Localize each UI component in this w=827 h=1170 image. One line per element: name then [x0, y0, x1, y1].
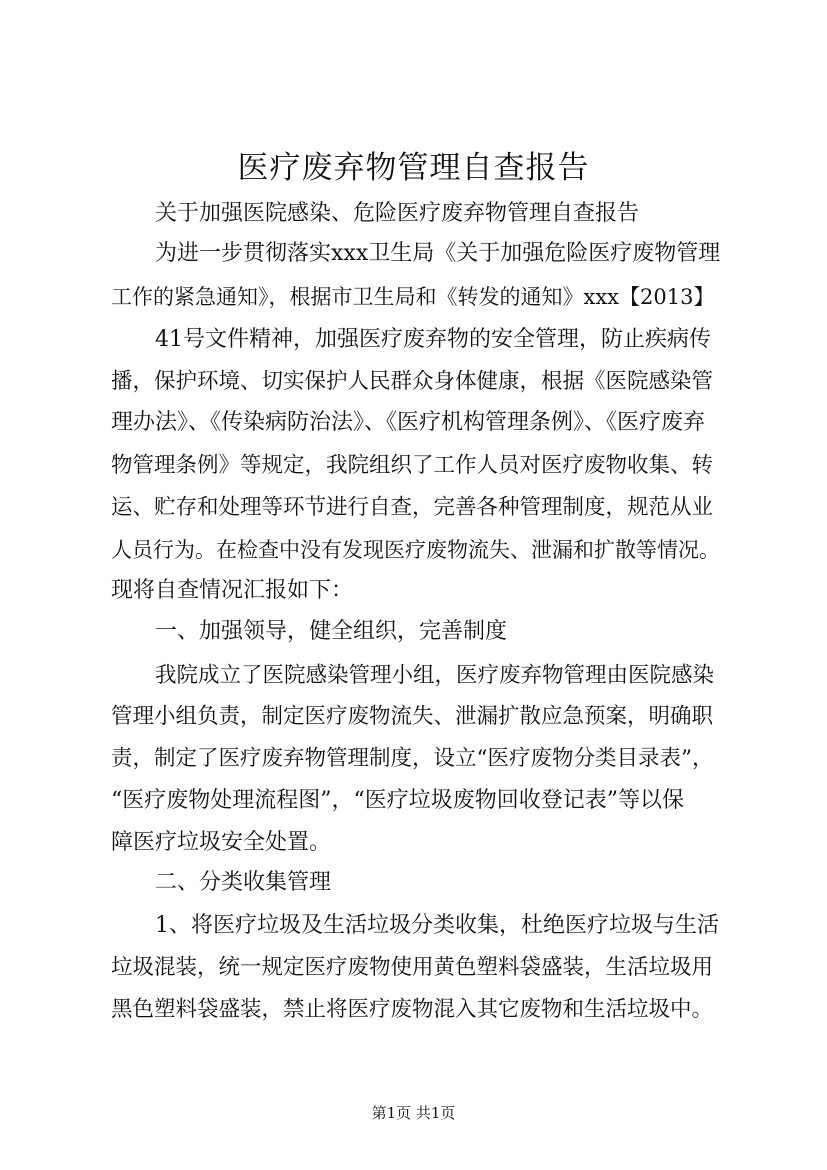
body-line: 责，制定了医疗废弃物管理制度，设立“医疗废物分类目录表”，: [111, 746, 714, 771]
section-heading: 一、加强领导，健全组织，完善制度: [155, 619, 508, 644]
body-line: 播，保护环境、切实保护人民群众身体健康，根据《医院感染管: [111, 369, 714, 394]
body-line: 理办法》、《传染病防治法》、《医疗机构管理条例》、《医疗废弃: [111, 410, 706, 435]
body-line: 为进一步贯彻落实xxx卫生局《关于加强危险医疗废物管理: [155, 241, 721, 266]
page-footer: 第1页 共1页: [371, 1104, 456, 1122]
body-line: 垃圾混装，统一规定医疗废物使用黄色塑料袋盛装，生活垃圾用: [111, 955, 714, 980]
body-line: 工作的紧急通知》，根据市卫生局和《转发的通知》xxx【2013】: [111, 285, 715, 309]
section-heading: 二、分类收集管理: [155, 870, 332, 895]
body-line: 管理小组负责，制定医疗废物流失、泄漏扩散应急预案，明确职: [111, 704, 714, 729]
body-line: 障医疗垃圾安全处置。: [111, 830, 332, 855]
body-line: 现将自查情况汇报如下：: [111, 578, 354, 603]
document-title: 医疗废弃物管理自查报告: [237, 150, 590, 186]
body-line: 我院成立了医院感染管理小组，医疗废弃物管理由医院感染: [155, 663, 715, 688]
body-line: 41号文件精神，加强医疗废弃物的安全管理，防止疾病传: [155, 327, 711, 352]
body-line: 运、贮存和处理等环节进行自查，完善各种管理制度，规范从业: [111, 495, 714, 520]
body-line: 人员行为。在检查中没有发现医疗废物流失、泄漏和扩散等情况。: [111, 538, 720, 562]
subtitle-line: 关于加强医院感染、危险医疗废弃物管理自查报告: [155, 201, 640, 226]
body-line: 1、将医疗垃圾及生活垃圾分类收集，杜绝医疗垃圾与生活: [155, 913, 719, 938]
body-line: 黑色塑料袋盛装，禁止将医疗废物混入其它废物和生活垃圾中。: [111, 997, 714, 1022]
body-line: “医疗废物处理流程图”，“医疗垃圾废物回收登记表”等以保: [111, 788, 684, 813]
body-line: 物管理条例》等规定，我院组织了工作人员对医疗废物收集、转: [111, 453, 714, 478]
